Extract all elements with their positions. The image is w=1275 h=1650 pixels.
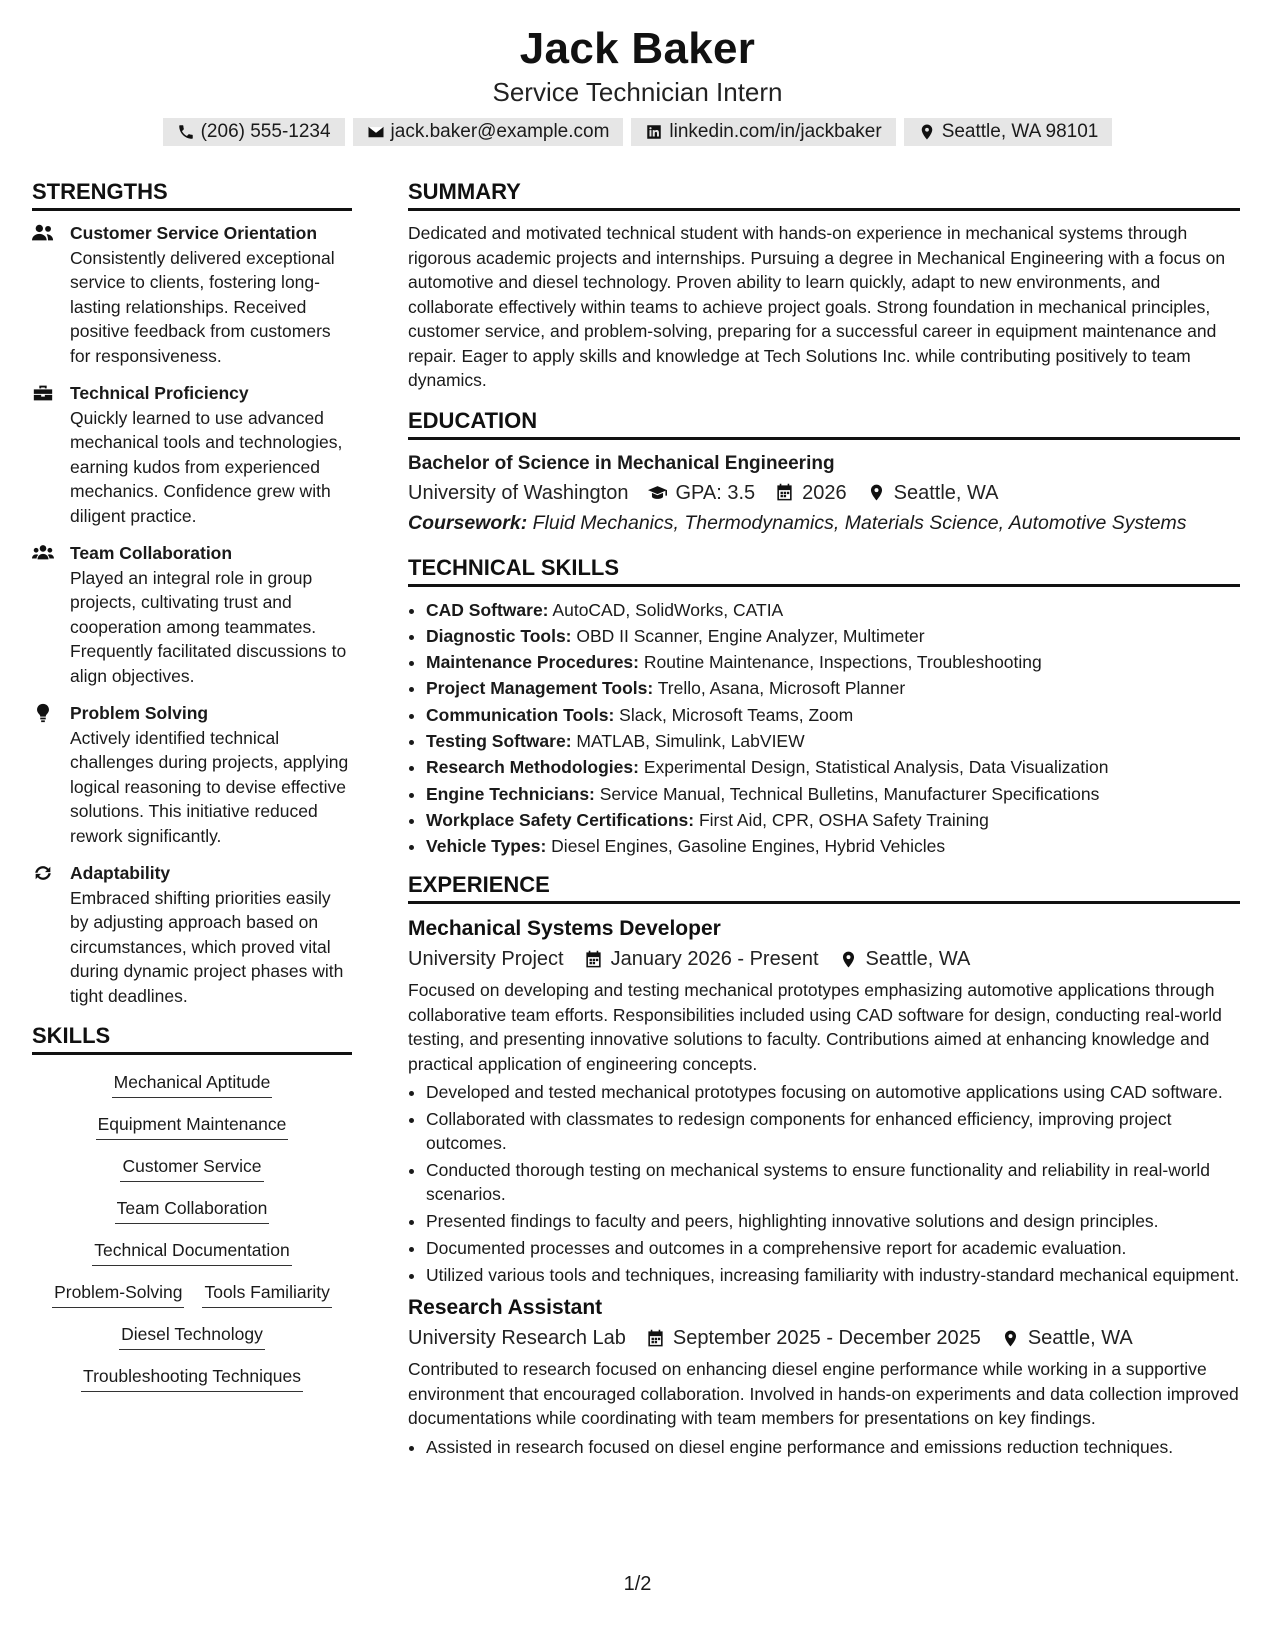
map-pin-icon bbox=[918, 123, 936, 141]
list-item: • Maintenance Procedures: Routine Maintenance, Inspections, Troubleshooting bbox=[426, 649, 1240, 675]
phone-text: (206) 555-1234 bbox=[200, 121, 331, 142]
linkedin-icon bbox=[645, 123, 663, 141]
people-icon bbox=[32, 223, 54, 243]
envelope-icon bbox=[367, 123, 385, 141]
strength-item bbox=[32, 221, 352, 368]
refresh-icon bbox=[32, 863, 54, 883]
strength-item bbox=[32, 381, 352, 528]
candidate-title: Service Technician Intern bbox=[492, 77, 783, 107]
right-column bbox=[408, 178, 1240, 1462]
calendar-icon bbox=[646, 1329, 665, 1348]
list-item: • Project Management Tools: Trello, Asana, Microsoft Planner bbox=[426, 675, 1240, 701]
job-meta bbox=[408, 1323, 1240, 1353]
skill-tag: Mechanical Aptitude bbox=[112, 1069, 273, 1098]
job-bullets bbox=[408, 1435, 1240, 1459]
map-pin-icon bbox=[867, 483, 886, 502]
toolbox-icon bbox=[32, 383, 54, 403]
strength-title: Adaptability bbox=[70, 863, 171, 883]
technical-skills-list bbox=[408, 597, 1240, 860]
strength-item bbox=[32, 541, 352, 688]
phone-icon bbox=[177, 123, 195, 141]
job-bullets bbox=[408, 1080, 1240, 1287]
experience-heading: EXPERIENCE bbox=[408, 871, 1240, 904]
strength-title: Customer Service Orientation bbox=[70, 223, 318, 243]
strength-text: Played an integral role in group projects, cultivating trust and cooperation among teammates. Frequently facilitated discussions to align objectives. bbox=[70, 567, 347, 686]
education-location: Seattle, WA bbox=[893, 481, 999, 504]
job-dates: January 2026 - Present bbox=[610, 948, 819, 971]
education-heading: EDUCATION bbox=[408, 407, 1240, 440]
degree-title: Bachelor of Science in Mechanical Engineering bbox=[408, 452, 835, 474]
email-contact[interactable] bbox=[353, 118, 624, 146]
graduation-year: 2026 bbox=[802, 481, 847, 504]
email-text: jack.baker@example.com bbox=[390, 121, 610, 142]
skill-tag: Problem-Solving bbox=[52, 1279, 184, 1308]
list-item: • Communication Tools: Slack, Microsoft Teams, Zoom bbox=[426, 702, 1240, 728]
list-item: • Developed and tested mechanical prototypes focusing on automotive applications using CAD software. bbox=[426, 1080, 1240, 1104]
page-number: 1/2 bbox=[623, 1573, 652, 1595]
linkedin-text: linkedin.com/in/jackbaker bbox=[669, 121, 882, 142]
list-item: • Research Methodologies: Experimental Design, Statistical Analysis, Data Visualization bbox=[426, 754, 1240, 780]
strength-title: Team Collaboration bbox=[70, 543, 233, 563]
linkedin-contact[interactable] bbox=[631, 118, 895, 146]
list-item: • Testing Software: MATLAB, Simulink, LabVIEW bbox=[426, 728, 1240, 754]
list-item: • Diagnostic Tools: OBD II Scanner, Engine Analyzer, Multimeter bbox=[426, 623, 1240, 649]
coursework-label: Coursework: bbox=[408, 511, 528, 534]
list-item: • Vehicle Types: Diesel Engines, Gasoline Engines, Hybrid Vehicles bbox=[426, 833, 1240, 859]
candidate-name: Jack Baker bbox=[519, 24, 756, 73]
list-item: • Collaborated with classmates to redesign components for enhanced efficiency, improving project outcomes. bbox=[426, 1107, 1240, 1155]
job-entry bbox=[408, 914, 1240, 1287]
job-location: Seattle, WA bbox=[1027, 1327, 1133, 1350]
team-icon bbox=[32, 543, 54, 563]
technical-skills-heading: TECHNICAL SKILLS bbox=[408, 554, 1240, 587]
job-description: Contributed to research focused on enhancing diesel engine performance while working in a supportive environment that encouraged collaboration. Involved in hands-on experiments and data collection improved documentations while coordinating with team members for presentations on key findings. bbox=[408, 1359, 1239, 1429]
list-item: • Engine Technicians: Service Manual, Technical Bulletins, Manufacturer Specifications bbox=[426, 781, 1240, 807]
skill-tag: Diesel Technology bbox=[119, 1321, 265, 1350]
map-pin-icon bbox=[839, 950, 858, 969]
list-item: • Conducted thorough testing on mechanical systems to ensure functionality and reliability in real-world scenarios. bbox=[426, 1158, 1240, 1206]
strength-text: Actively identified technical challenges during projects, applying logical reasoning to devise effective solutions. This initiative reduced rework significantly. bbox=[70, 727, 349, 846]
calendar-icon bbox=[584, 950, 603, 969]
job-dates: September 2025 - December 2025 bbox=[672, 1327, 981, 1350]
location-contact bbox=[904, 118, 1113, 146]
list-item: • Presented findings to faculty and peers, highlighting innovative solutions and design principles. bbox=[426, 1209, 1240, 1233]
skills-list bbox=[32, 1065, 352, 1392]
list-item: • Workplace Safety Certifications: First Aid, CPR, OSHA Safety Training bbox=[426, 807, 1240, 833]
education-meta bbox=[408, 478, 1240, 508]
strength-item bbox=[32, 861, 352, 1008]
list-item: • CAD Software: AutoCAD, SolidWorks, CATIA bbox=[426, 597, 1240, 623]
skill-tag: Equipment Maintenance bbox=[96, 1111, 289, 1140]
job-title: Mechanical Systems Developer bbox=[408, 917, 721, 941]
calendar-icon bbox=[775, 483, 794, 502]
job-description: Focused on developing and testing mechanical prototypes emphasizing automotive applications through collaborative team efforts. Responsibilities included using CAD software for design, conducting real-world testing, and presenting innovative solutions to faculty. Contributions aimed at enhancing knowledge and practical application of engineering concepts. bbox=[408, 980, 1222, 1074]
skill-tag: Technical Documentation bbox=[92, 1237, 292, 1266]
phone-contact[interactable] bbox=[163, 118, 345, 146]
gpa-text: GPA: 3.5 bbox=[675, 481, 756, 504]
job-meta bbox=[408, 944, 1240, 974]
job-location: Seattle, WA bbox=[865, 948, 971, 971]
resume-header bbox=[0, 22, 1275, 146]
lightbulb-icon bbox=[32, 703, 54, 723]
skill-tag: Troubleshooting Techniques bbox=[81, 1363, 303, 1392]
coursework-text: Fluid Mechanics, Thermodynamics, Materials Science, Automotive Systems bbox=[532, 511, 1187, 534]
job-org: University Research Lab bbox=[408, 1327, 626, 1350]
list-item: • Utilized various tools and techniques, increasing familiarity with industry-standard mechanical equipment. bbox=[426, 1263, 1240, 1287]
strength-text: Embraced shifting priorities easily by adjusting approach based on circumstances, which proved vital during dynamic project phases with tight deadlines. bbox=[70, 887, 344, 1006]
strengths-heading: STRENGTHS bbox=[32, 178, 352, 211]
job-title: Research Assistant bbox=[408, 1296, 603, 1320]
job-org: University Project bbox=[408, 948, 564, 971]
strength-text: Consistently delivered exceptional service to clients, fostering long-lasting relationships. Received positive feedback from customers for responsiveness. bbox=[70, 247, 335, 366]
strength-item bbox=[32, 701, 352, 848]
strength-title: Technical Proficiency bbox=[70, 383, 249, 403]
skill-tag: Tools Familiarity bbox=[202, 1279, 331, 1308]
strength-title: Problem Solving bbox=[70, 703, 209, 723]
list-item: • Documented processes and outcomes in a comprehensive report for academic evaluation. bbox=[426, 1236, 1240, 1260]
graduation-cap-icon bbox=[648, 483, 667, 502]
contact-bar bbox=[0, 118, 1275, 146]
coursework-line bbox=[408, 508, 1240, 538]
list-item: • Assisted in research focused on diesel engine performance and emissions reduction techniques. bbox=[426, 1435, 1240, 1459]
skill-tag: Customer Service bbox=[120, 1153, 263, 1182]
location-text: Seattle, WA 98101 bbox=[941, 121, 1099, 142]
job-entry bbox=[408, 1293, 1240, 1459]
map-pin-icon bbox=[1001, 1329, 1020, 1348]
summary-heading: SUMMARY bbox=[408, 178, 1240, 211]
skill-tag: Team Collaboration bbox=[115, 1195, 270, 1224]
strength-text: Quickly learned to use advanced mechanical tools and technologies, earning kudos from experienced mechanics. Confidence grew with diligent practice. bbox=[70, 407, 343, 526]
school-name: University of Washington bbox=[408, 481, 629, 504]
skills-heading: SKILLS bbox=[32, 1022, 352, 1055]
summary-text: Dedicated and motivated technical student with hands-on experience in mechanical systems through rigorous academic projects and internships. Pursuing a degree in Mechanical Engineering with a focus on automotive and diesel technology. Proven ability to learn quickly, adapt to new environments, and collaborate effectively within teams to achieve project goals. Strong foundation in mechanical principles, customer service, and problem-solving, preparing for a successful career in equipment maintenance and repair. Eager to apply skills and knowledge at Tech Solutions Inc. while contributing positively to team dynamics. bbox=[408, 223, 1226, 390]
left-column bbox=[32, 178, 352, 1405]
